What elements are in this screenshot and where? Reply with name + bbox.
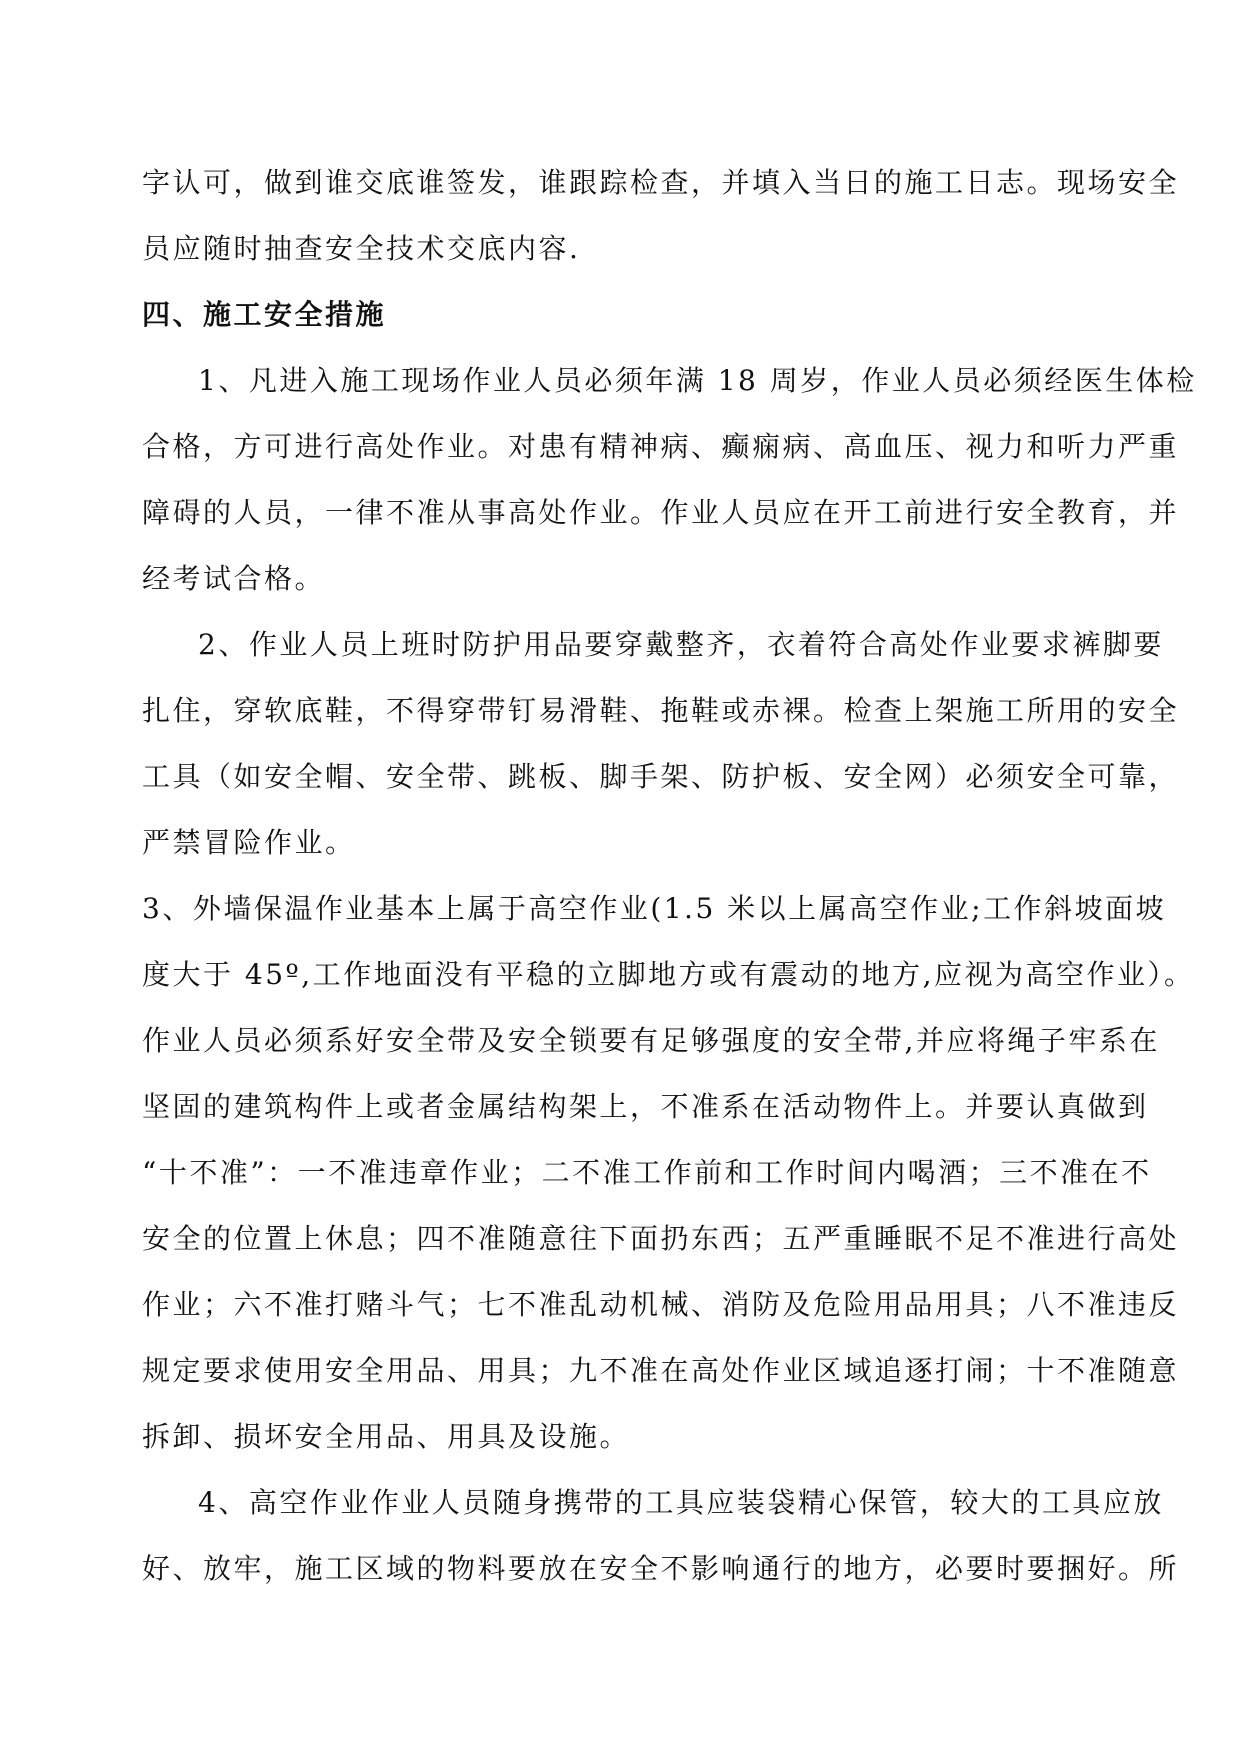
document-body — [142, 150, 1197, 1602]
body-line: 字认可，做到谁交底谁签发，谁跟踪检查，并填入当日的施工日志。现场安全 — [142, 166, 1180, 199]
body-line: 扎住，穿软底鞋，不得穿带钉易滑鞋、拖鞋或赤裸。检查上架施工所用的安全 — [142, 694, 1180, 727]
paragraph-start-line: 2、作业人员上班时防护用品要穿戴整齐，衣着符合高处作业要求裤脚要 — [198, 628, 1164, 661]
body-line: 障碍的人员，一律不准从事高处作业。作业人员应在开工前进行安全教育，并 — [142, 496, 1180, 529]
body-line: 作业；六不准打赌斗气；七不准乱动机械、消防及危险用品用具；八不准违反 — [142, 1288, 1180, 1321]
body-line: 坚固的建筑构件上或者金属结构架上，不准系在活动物件上。并要认真做到 — [142, 1090, 1149, 1123]
body-line: 拆卸、损坏安全用品、用具及设施。 — [142, 1420, 631, 1453]
body-line: 工具（如安全帽、安全带、跳板、脚手架、防护板、安全网）必须安全可靠， — [142, 760, 1180, 793]
paragraph-start-line: 4、高空作业作业人员随身携带的工具应装袋精心保管，较大的工具应放 — [198, 1486, 1164, 1519]
body-line: 规定要求使用安全用品、用具；九不准在高处作业区域追逐打闹；十不准随意 — [142, 1354, 1180, 1387]
body-line: “十不准”：一不准违章作业；二不准工作前和工作时间内喝酒；三不准在不 — [142, 1156, 1152, 1189]
body-line: 安全的位置上休息；四不准随意往下面扔东西；五严重睡眠不足不准进行高处 — [142, 1222, 1180, 1255]
paragraph-start-line: 1、凡进入施工现场作业人员必须年满 18 周岁，作业人员必须经医生体检 — [198, 364, 1197, 397]
paragraph-start-line: 3、外墙保温作业基本上属于高空作业(1.5 米以上属高空作业;工作斜坡面坡 — [142, 892, 1167, 925]
body-line: 严禁冒险作业。 — [142, 826, 356, 859]
body-line: 好、放牢，施工区域的物料要放在安全不影响通行的地方，必要时要捆好。所 — [142, 1552, 1180, 1585]
body-line: 合格，方可进行高处作业。对患有精神病、癫痫病、高血压、视力和听力严重 — [142, 430, 1180, 463]
body-line: 度大于 45º,工作地面没有平稳的立脚地方或有震动的地方,应视为高空作业）。 — [142, 958, 1195, 991]
section-heading: 四、施工安全措施 — [142, 298, 387, 331]
body-line: 经考试合格。 — [142, 562, 326, 595]
body-line: 作业人员必须系好安全带及安全锁要有足够强度的安全带,并应将绳子牢系在 — [142, 1024, 1160, 1057]
body-line: 员应随时抽查安全技术交底内容. — [142, 232, 581, 265]
